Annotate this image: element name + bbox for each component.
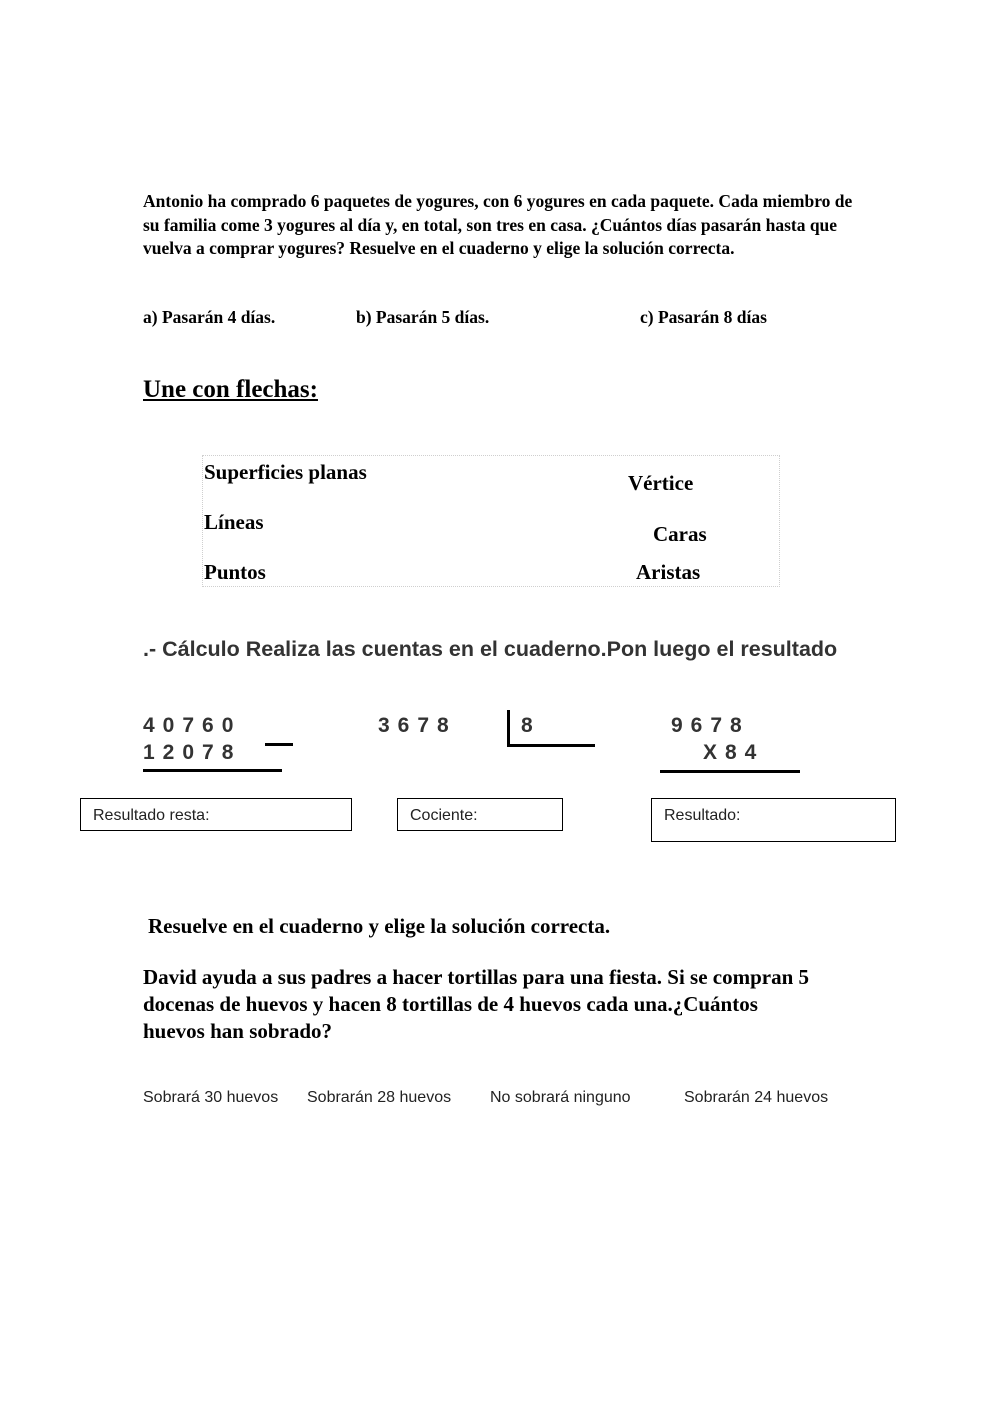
minus-sign <box>265 743 293 746</box>
division-dividend: 3678 <box>378 714 457 737</box>
match-heading: Une con flechas: <box>143 376 318 403</box>
resultado-resta-field[interactable] <box>80 798 352 831</box>
choice-28[interactable]: Sobrarán 28 huevos <box>307 1089 452 1106</box>
resultado-resta-label: Resultado resta: <box>93 807 210 824</box>
multiplication-multiplicand: 9678 <box>671 714 750 737</box>
match-left-lineas[interactable]: Líneas <box>204 510 264 534</box>
option-a[interactable]: a) Pasarán 4 días. <box>143 307 276 327</box>
subtraction-subtrahend: 12078 <box>143 741 242 764</box>
subtraction-line <box>143 769 282 772</box>
match-right-aristas[interactable]: Aristas <box>636 560 701 584</box>
problem-2-intro: Resuelve en el cuaderno y elige la solución correcta. <box>148 914 611 938</box>
option-c[interactable]: c) Pasarán 8 días <box>640 307 767 327</box>
multiplication-line <box>660 770 800 773</box>
division-bracket-horizontal <box>507 744 595 747</box>
division-bracket-vertical <box>507 710 510 747</box>
match-right-caras[interactable]: Caras <box>653 522 707 546</box>
cociente-label: Cociente: <box>410 807 478 824</box>
choice-ninguno[interactable]: No sobrará ninguno <box>490 1089 631 1106</box>
division-divisor: 8 <box>521 714 541 737</box>
problem-2-text: David ayuda a sus padres a hacer tortillas para una fiesta. Si se compran 5 docenas de huevos y hacen 8 tortillas de 4 huevos cada una.¿Cuántos huevos han sobrado? <box>143 965 810 1043</box>
multiplication-multiplier: X84 <box>703 741 765 764</box>
choice-24[interactable]: Sobrarán 24 huevos <box>684 1089 829 1106</box>
match-left-superficies[interactable]: Superficies planas <box>204 460 367 484</box>
subtraction-minuend: 40760 <box>143 714 242 737</box>
match-right-vertice[interactable]: Vértice <box>628 471 694 495</box>
calc-heading: .- Cálculo Realiza las cuentas en el cuaderno.Pon luego el resultado <box>143 637 838 661</box>
option-b[interactable]: b) Pasarán 5 días. <box>356 307 490 327</box>
choice-30[interactable]: Sobrará 30 huevos <box>143 1089 279 1106</box>
problem-1-text: Antonio ha comprado 6 paquetes de yogures, con 6 yogures en cada paquete. Cada miembro de su familia come 3 yogures al día y, en total, son tres en casa. ¿Cuántos días pasarán hasta que vuelva a comprar yogures? Resuelve en el cuaderno y elige la solución correcta. <box>143 191 853 258</box>
resultado-label: Resultado: <box>664 807 741 824</box>
resultado-field[interactable] <box>651 798 896 842</box>
cociente-field[interactable] <box>397 798 563 831</box>
match-left-puntos[interactable]: Puntos <box>204 560 266 584</box>
